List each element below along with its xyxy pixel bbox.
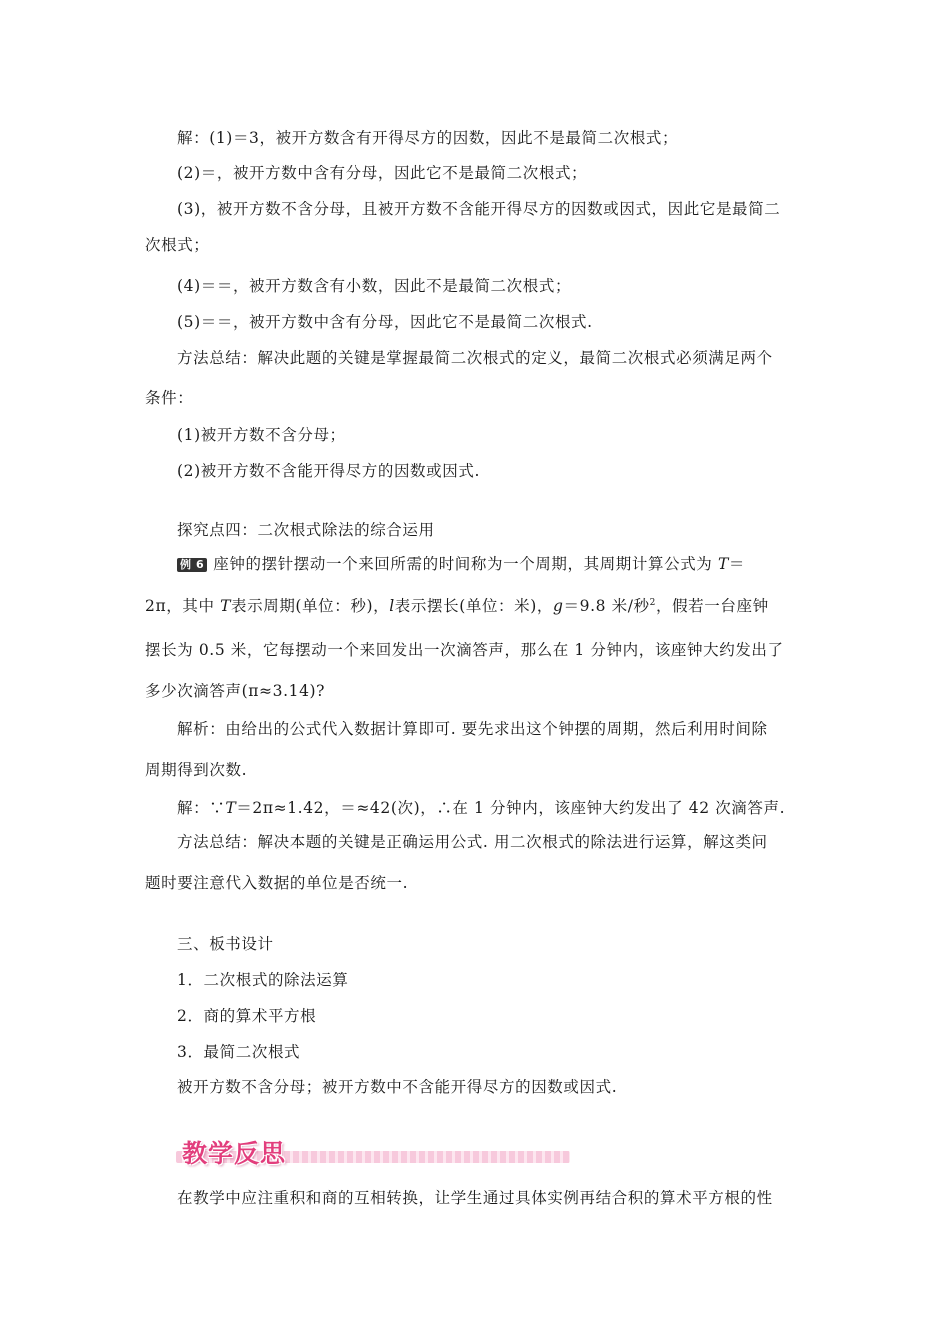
board-item-3-detail: 被开方数不含分母；被开方数中不含能开得尽方的因数或因式. [177, 1078, 618, 1096]
condition-1: (1)被开方数不含分母； [177, 426, 346, 444]
analysis-line-1: 解析：由给出的公式代入数据计算即可. 要先求出这个钟摆的周期，然后利用时间除 [177, 720, 768, 738]
board-item-2: 2．商的算术平方根 [177, 1007, 317, 1025]
solution-line-2: (2)＝，被开方数中含有分母，因此它不是最简二次根式； [177, 164, 588, 182]
teaching-reflection-banner [176, 1132, 570, 1168]
solution-line-5: (5)＝＝，被开方数中含有分母，因此它不是最简二次根式. [177, 313, 593, 331]
method-summary-2: 方法总结：解决本题的关键是正确运用公式. 用二次根式的除法进行运算，解这类问 [177, 833, 768, 851]
solution-line-3: (3)，被开方数不含分母，且被开方数不含能开得尽方的因数或因式，因此它是最简二 [177, 200, 781, 218]
solution-line-3-cont: 次根式； [145, 236, 210, 254]
method-summary-1-cont: 条件： [145, 389, 194, 407]
board-design-heading: 三、板书设计 [177, 935, 274, 953]
example-6-line-4: 多少次滴答声(π≈3.14)? [145, 682, 326, 700]
solution-line-1: 解：(1)＝3，被开方数含有开得尽方的因数，因此不是最简二次根式； [177, 129, 679, 147]
section-heading-explore-4: 探究点四：二次根式除法的综合运用 [177, 521, 435, 539]
method-summary-1: 方法总结：解决此题的关键是掌握最简二次根式的定义，最简二次根式必须满足两个 [177, 349, 773, 367]
board-item-1: 1．二次根式的除法运算 [177, 971, 349, 989]
condition-2: (2)被开方数不含能开得尽方的因数或因式. [177, 462, 480, 480]
example-6-line-3: 摆长为 0.5 米，它每摆动一个来回发出一次滴答声，那么在 1 分钟内，该座钟大约发出了 [145, 641, 784, 659]
method-summary-2-cont: 题时要注意代入数据的单位是否统一. [145, 874, 409, 892]
example-badge: 例 6 [177, 558, 207, 572]
example-6-line-1: 例 6 座钟的摆针摆动一个来回所需的时间称为一个周期，其周期计算公式为 T＝ [177, 554, 745, 574]
banner-title: 教学反思 [182, 1139, 287, 1168]
reflection-line-1: 在教学中应注重积和商的互相转换，让学生通过具体实例再结合积的算术平方根的性 [177, 1189, 773, 1207]
solution-example-6: 解：∵T＝2π≈1.42，＝≈42(次)，∴在 1 分钟内，该座钟大约发出了 42 次滴答声. [177, 799, 786, 817]
solution-line-4: (4)＝＝，被开方数含有小数，因此不是最简二次根式； [177, 277, 572, 295]
board-item-3: 3．最简二次根式 [177, 1043, 301, 1061]
example-6-line-2: 2π，其中 T表示周期(单位：秒)，l表示摆长(单位：米)，g＝9.8 米/秒$^2$，假若一台座钟 [145, 597, 769, 615]
analysis-line-2: 周期得到次数. [145, 761, 248, 779]
